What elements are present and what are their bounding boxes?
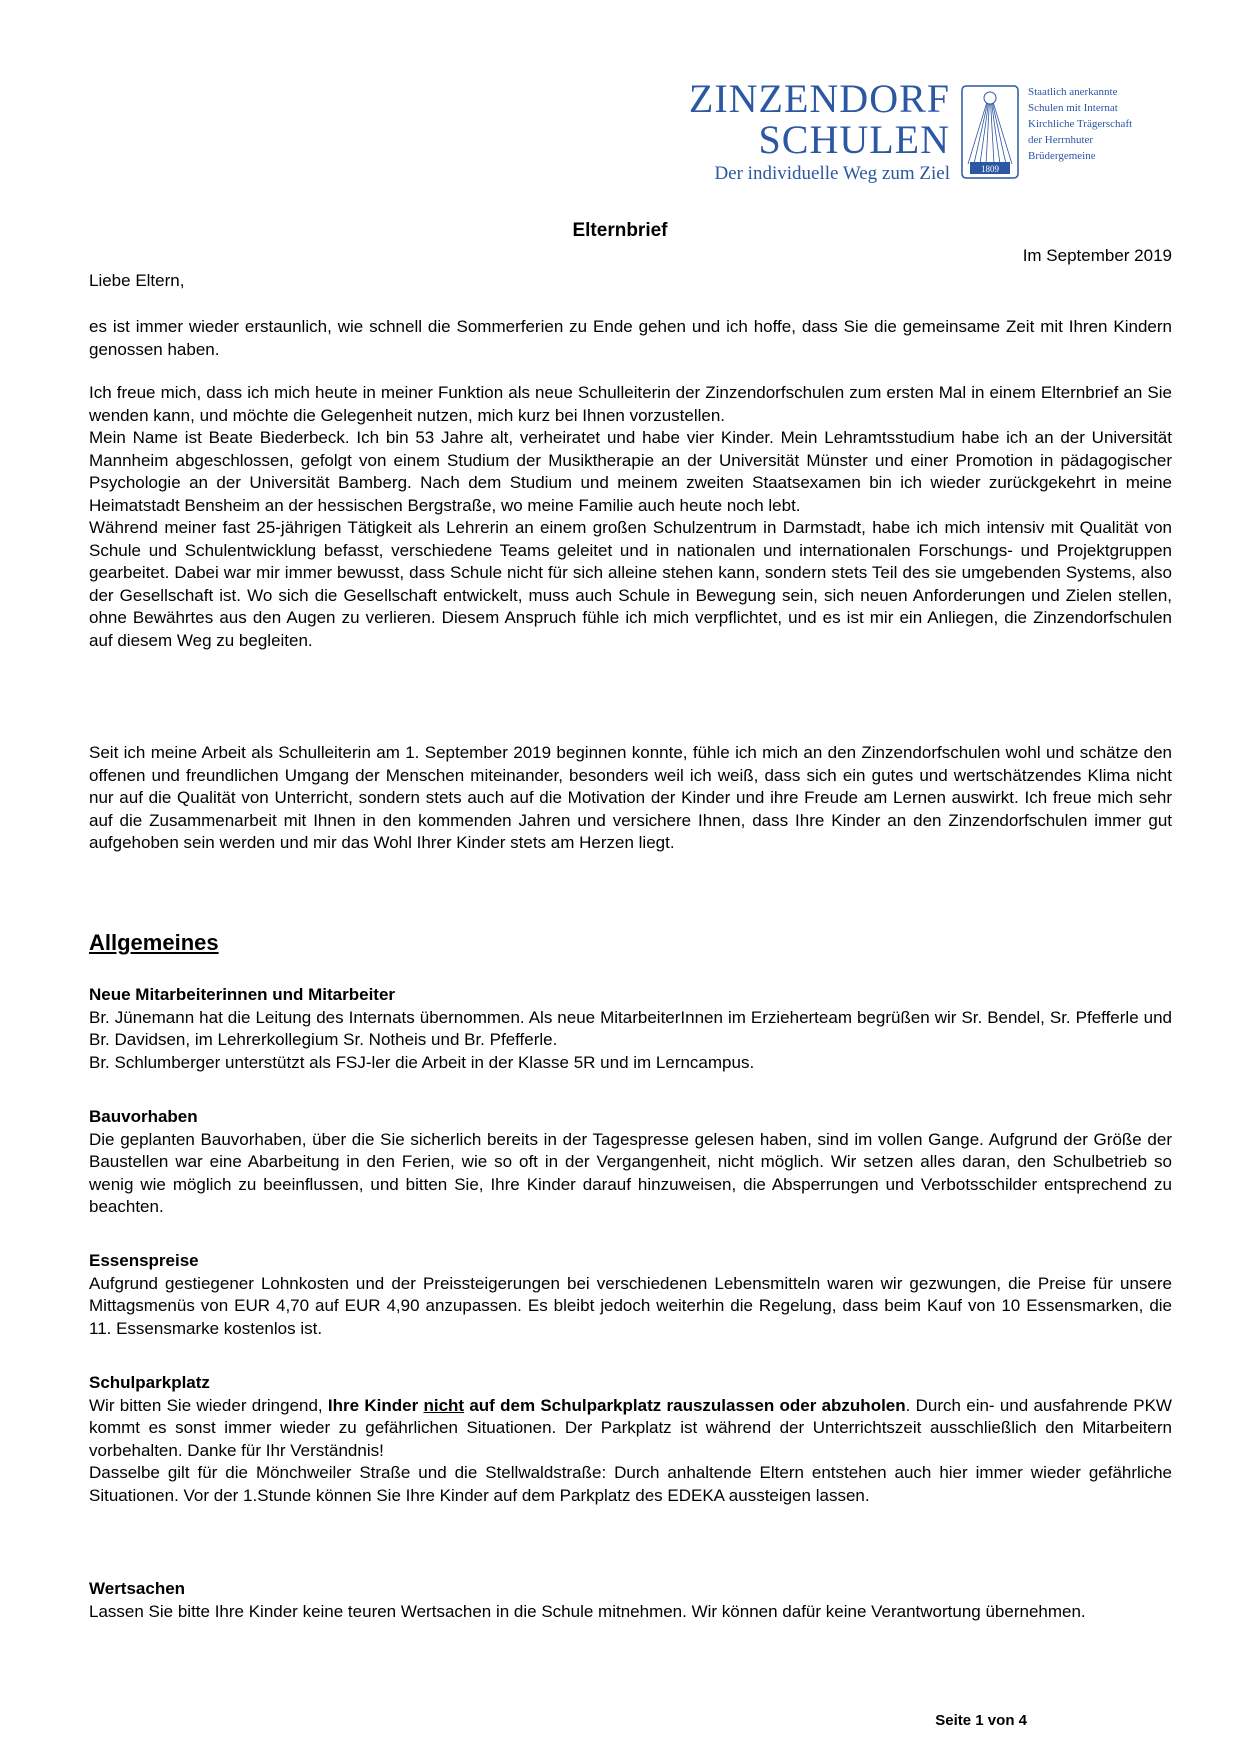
page-number (935, 1712, 1027, 1729)
logo-line-2: SCHULEN (758, 117, 950, 162)
parking-emphasis (328, 1396, 906, 1415)
section-construction (89, 1106, 1172, 1219)
parking-heading: Schulparkplatz (89, 1373, 210, 1392)
paragraph-text: Ich freue mich, dass ich mich heute in meiner Funktion als neue Schulleiterin der Zinzendorfschulen zum ersten Mal in einem Elternbrief an Sie wenden kann, und möchte die Gelegenheit nutzen, mich kurz bei Ihnen vorzustellen. (89, 383, 1172, 425)
paragraph-text: es ist immer wieder erstaunlich, wie schnell die Sommerferien zu Ende gehen und ich hoffe, dass Sie die gemeinsame Zeit mit Ihren Kindern genossen haben. (89, 317, 1172, 359)
letter-date: Im September 2019 (1022, 246, 1172, 265)
letter-paragraph (89, 382, 1172, 652)
school-logo (660, 78, 1180, 198)
logo-tagline: Der individuelle Weg zum Ziel (714, 163, 950, 184)
section-meals (89, 1250, 1172, 1340)
parking-text (89, 1395, 1172, 1463)
construction-text: Die geplanten Bauvorhaben, über die Sie sicherlich bereits in der Tagespresse gelesen haben, sind im vollen Gange. Aufgrund der Größe der Baustellen war eine Abarbeitung in den Ferien, wie so oft in der Vergangenheit, nicht möglich. Wir setzen alles daran, den Schulbetrieb so wenig wie möglich zu beeinflussen, und bitten Sie, Ihre Kinder darauf hinzuweisen, die Absperrungen und Verbotsschilder entsprechend zu beachten. (89, 1129, 1172, 1216)
logo-side-line: Staatlich anerkannte (1028, 86, 1118, 98)
letter-paragraph (89, 316, 1172, 361)
paragraph-text: Mein Name ist Beate Biederbeck. Ich bin 53 Jahre alt, verheiratet und habe vier Kinder. Mein Lehramtsstudium habe ich an der Universität Mannheim abgeschlossen, gefolgt von einem Studium der Musiktherapie an der Universität Münster und einer Promotion in pädagogischer Psychologie an der Universität Bamberg. Nach dem Studium und meinem zweiten Staatsexamen bin ich wieder zurückgekehrt in meine Heimatstadt Bensheim an der hessischen Bergstraße, wo meine Familie auch heute noch lebt. (89, 428, 1172, 515)
letter-title: Elternbrief (572, 220, 668, 241)
parking-bold-underlined: nicht (423, 1395, 465, 1415)
total-pages: 4 (1018, 1712, 1027, 1729)
parking-lead: Wir bitten Sie wieder dringend, (89, 1395, 328, 1415)
paragraph-text: Seit ich meine Arbeit als Schulleiterin am 1. September 2019 beginnen konnte, fühle ich mich an den Zinzendorfschulen wohl und schätze den offenen und freundlichen Umgang der Menschen miteinander, besonders weil ich weiß, dass sich ein gutes und wertschätzendes Klima nicht nur auf die Qualität von Unterricht, sondern stets auch auf die Motivation der Kinder und ihre Freude am Lernen auswirkt. Ich freue mich sehr auf die Zusammenarbeit mit Ihnen in den kommenden Jahren und versichere Ihnen, dass Ihre Kinder an den Zinzendorfschulen immer gut aufgehoben sein werden und mir das Wohl Ihrer Kinder stets am Herzen liegt. (89, 743, 1172, 852)
seal-icon (960, 84, 1020, 180)
staff-line: Br. Jünemann hat die Leitung des Internats übernommen. Als neue MitarbeiterInnen im Erzieherteam begrüßen wir Sr. Bendel, Sr. Pfefferle und Br. Davidsen, im Lehrerkollegium Sr. Notheis und Br. Pfefferle. (89, 1007, 1172, 1049)
staff-heading: Neue Mitarbeiterinnen und Mitarbeiter (89, 985, 396, 1004)
paragraph-text: Während meiner fast 25-jährigen Tätigkeit als Lehrerin an einem großen Schulzentrum in Darmstadt, habe ich mich intensiv mit Qualität von Schule und Schulentwicklung befasst, verschiedene Teams geleitet und in nationalen und internationalen Forschungs- und Projektgruppen gearbeitet. Dabei war mir immer bewusst, dass Schule nicht für sich alleine stehen kann, sondern stets Teil des sie umgebenden Systems, also der Gesellschaft ist. Wo sich die Gesellschaft entwickelt, muss auch Schule in Bewegung sein, sich neuen Anforderungen und Zielen stellen, ohne Bewährtes aus den Augen zu verlieren. Diesem Anspruch fühle ich mich verpflichtet, und es ist mir ein Anliegen, die Zinzendorfschulen auf diesem Weg zu begleiten. (89, 518, 1172, 650)
seal-year: 1809 (981, 164, 999, 174)
section-valuables (89, 1578, 1172, 1623)
section-staff (89, 984, 1172, 1074)
parking-bold-b: auf dem Schulparkplatz rauszulassen oder abzuholen (464, 1395, 906, 1415)
page-middle: von (983, 1712, 1019, 1729)
logo-side-line: Schulen mit Internat (1028, 102, 1118, 114)
logo-side-line: der Herrnhuter (1028, 134, 1094, 146)
meals-text: Aufgrund gestiegener Lohnkosten und der Preissteigerungen bei verschiedenen Lebensmitteln waren wir gezwungen, die Preise für unsere Mittagsmenüs von EUR 4,70 auf EUR 4,90 anzupassen. Es bleibt jedoch weiterhin die Regelung, dass beim Kauf von 10 Essensmarken, die 11. Essensmarke kostenlos ist. (89, 1273, 1172, 1338)
parking-text-2: Dasselbe gilt für die Mönchweiler Straße und die Stellwaldstraße: Durch anhaltende Eltern entstehen auch hier immer wieder gefährliche Situationen. Vor der 1.Stunde können Sie Ihre Kinder auf dem Parkplatz des EDEKA aussteigen lassen. (89, 1463, 1172, 1505)
meals-heading: Essenspreise (89, 1251, 199, 1270)
logo-line-1: ZINZENDORF (688, 76, 950, 121)
logo-wordmark (660, 78, 950, 188)
logo-sidebar-text (1028, 84, 1188, 164)
parking-bold-a: Ihre Kinder (327, 1395, 424, 1415)
logo-side-line: Kirchliche Trägerschaft (1028, 118, 1133, 130)
construction-heading: Bauvorhaben (89, 1107, 198, 1126)
page-prefix: Seite (935, 1712, 976, 1729)
salutation: Liebe Eltern, (89, 271, 185, 290)
section-heading-allgemeines: Allgemeines (89, 930, 219, 955)
parking-rest: . Durch ein- und ausfahrende PKW kommt es sonst immer wieder zu gefährlichen Situationen. Der Parkplatz ist während der Unterrichtszeit ausschließlich den Mitarbeitern vorbehalten. Danke für Ihr Verständnis! (89, 1395, 1172, 1460)
letter-paragraph (89, 742, 1172, 855)
current-page: 1 (975, 1712, 984, 1729)
logo-side-line: Brüdergemeine (1028, 150, 1096, 162)
valuables-heading: Wertsachen (89, 1579, 186, 1598)
valuables-text: Lassen Sie bitte Ihre Kinder keine teuren Wertsachen in die Schule mitnehmen. Wir können dafür keine Verantwortung übernehmen. (89, 1601, 1086, 1621)
section-parking (89, 1372, 1172, 1507)
staff-line: Br. Schlumberger unterstützt als FSJ-ler die Arbeit in der Klasse 5R und im Lerncampus. (89, 1052, 755, 1072)
